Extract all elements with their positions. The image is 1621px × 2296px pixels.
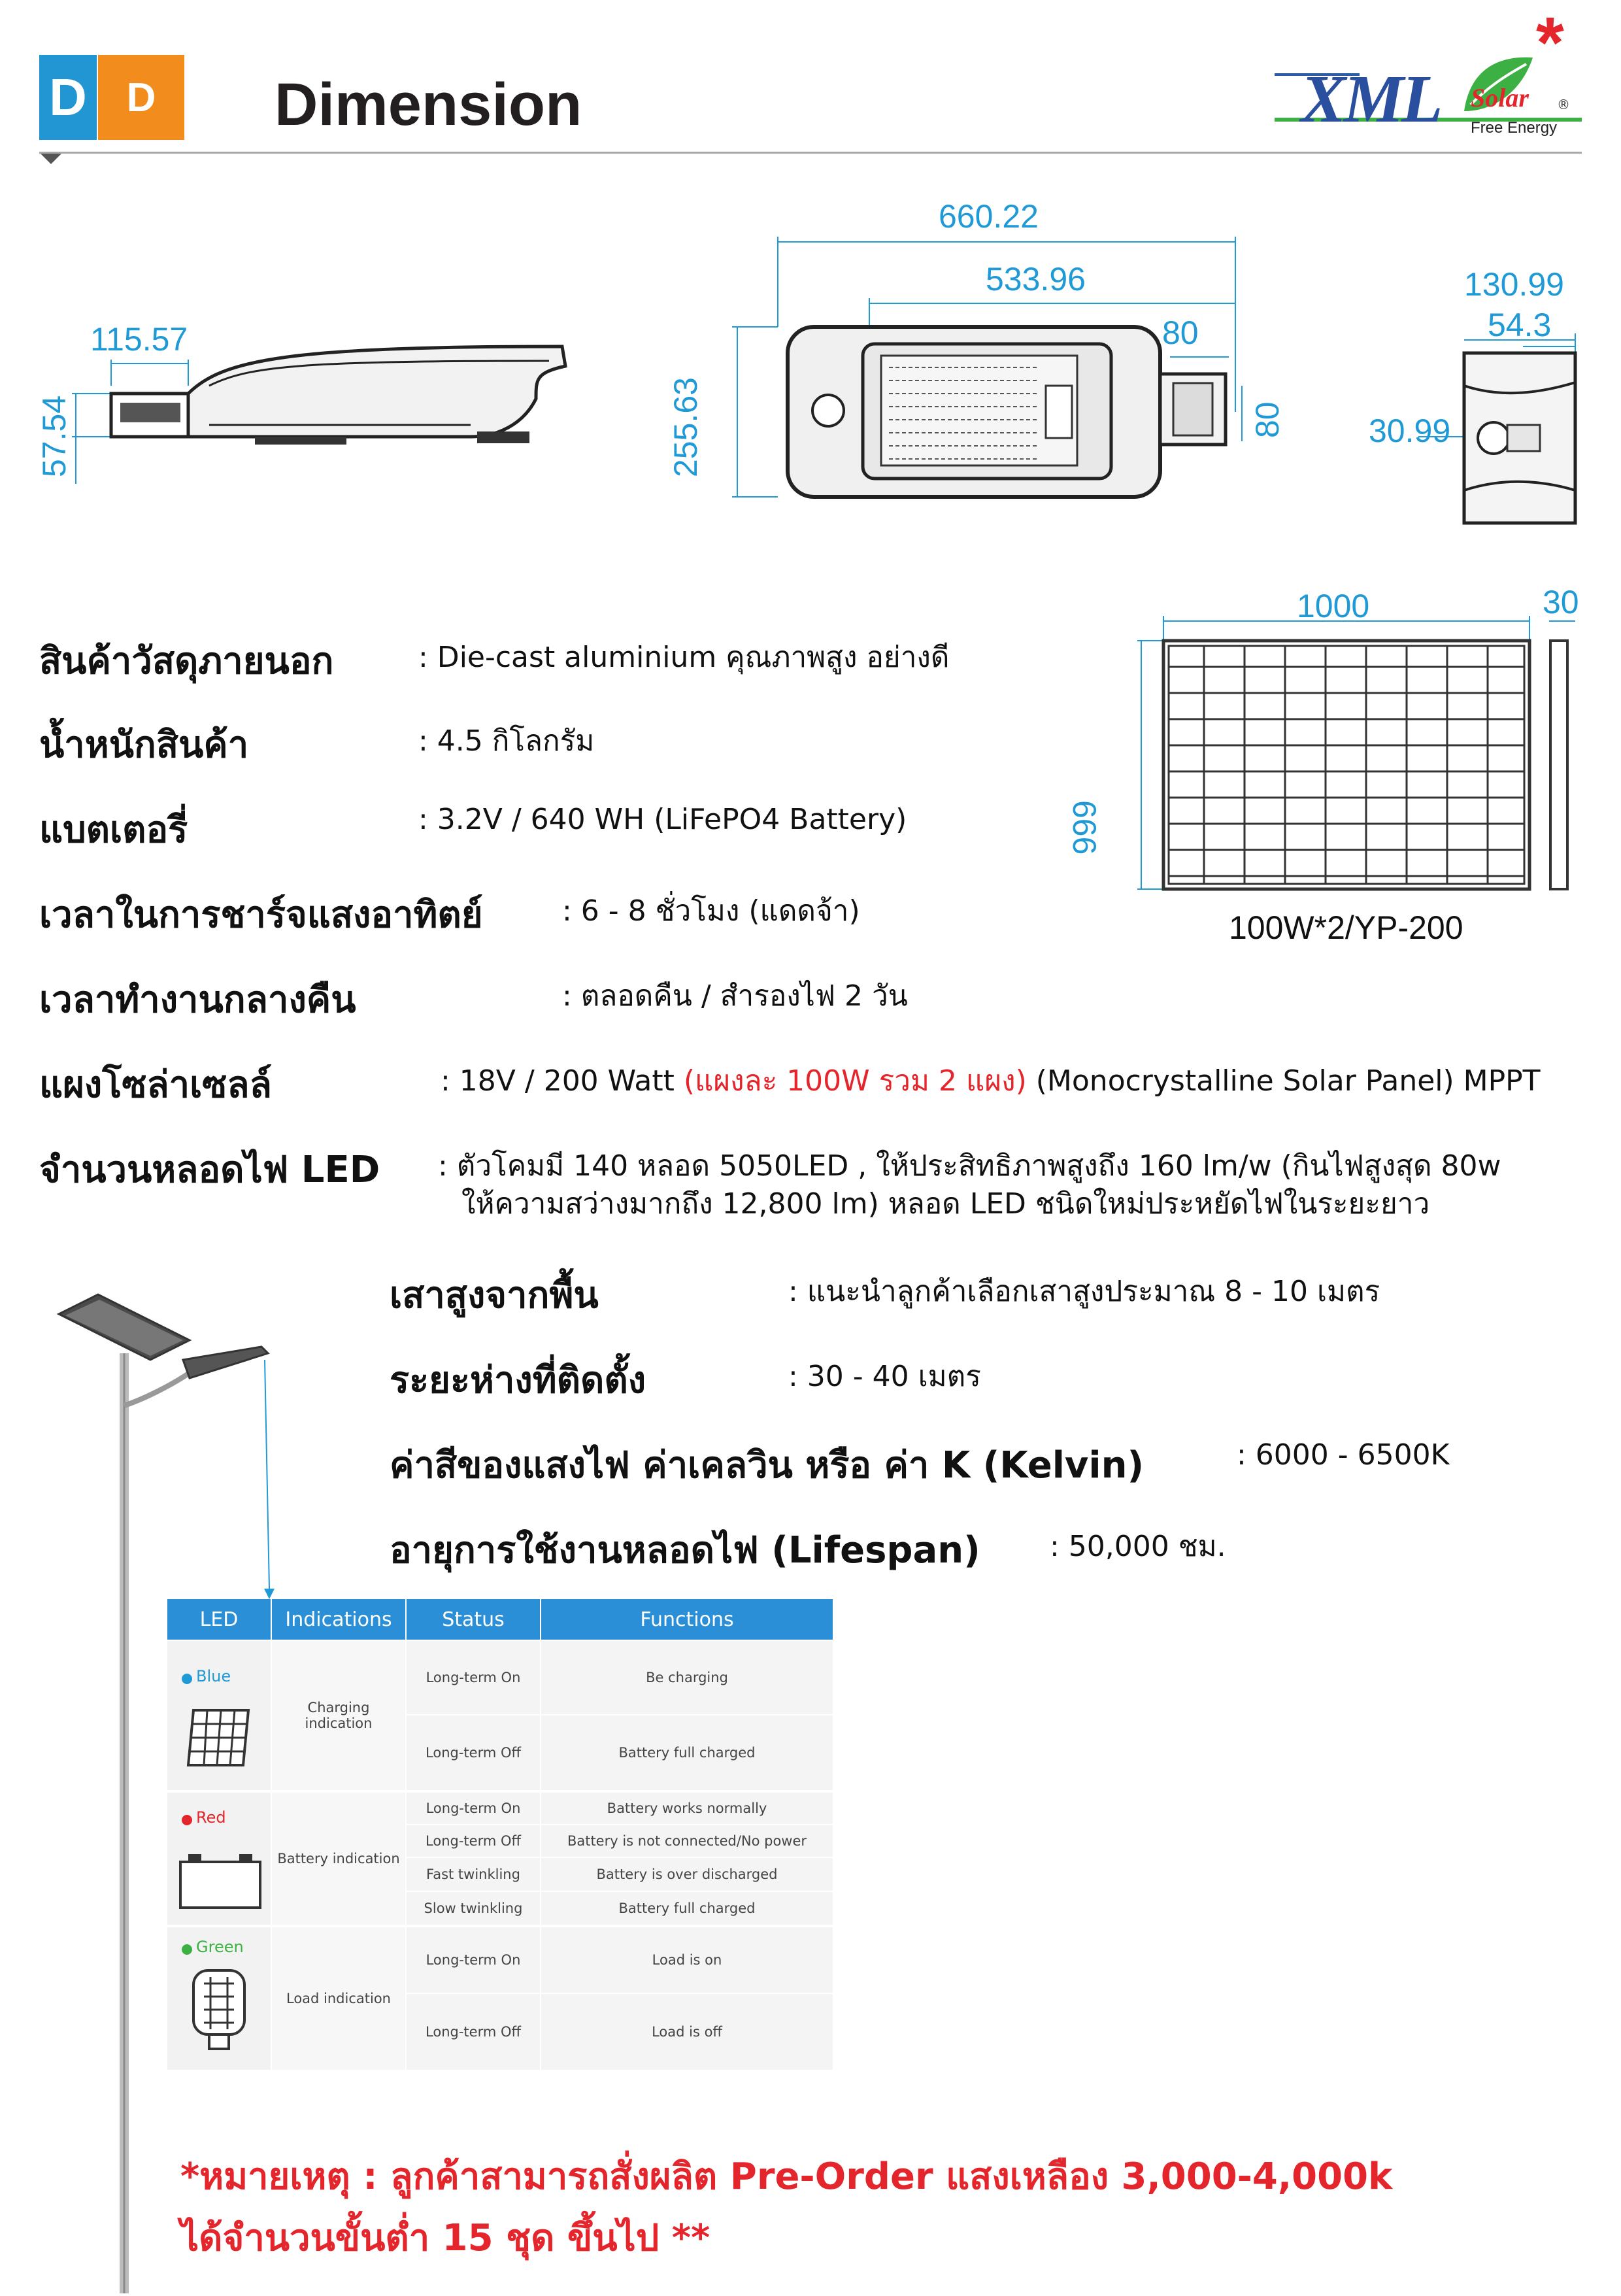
header-divider <box>39 152 1582 154</box>
led-color-label: Red <box>196 1808 226 1827</box>
spec-value-part: : 18V / 200 Watt <box>441 1064 684 1098</box>
status-cell: Fast twinkling <box>407 1858 540 1891</box>
dd-badge-left: D <box>39 55 97 140</box>
spec-value: : แนะนำลูกค้าเลือกเสาสูงประมาณ 8 - 10 เมตร <box>788 1275 1380 1308</box>
top-body-label: 533.96 <box>986 261 1086 297</box>
divider-triangle-icon <box>41 154 61 164</box>
logo-tagline: Free Energy <box>1471 119 1558 137</box>
function-cell: Load is on <box>541 1927 833 1993</box>
led-color-label: Blue <box>196 1667 231 1685</box>
spec-label: เวลาทำงานกลางคืน <box>39 979 356 1021</box>
side-height-label: 57.54 <box>36 395 73 477</box>
solar-panel-icon <box>184 1706 252 1769</box>
table-header-status: Status <box>407 1599 540 1640</box>
spec-value: : 6000 - 6500K <box>1237 1438 1450 1472</box>
led-indicator-table <box>167 1599 833 2070</box>
top-total-label: 660.22 <box>939 198 1039 235</box>
lamp-icon <box>190 1968 248 2059</box>
status-cell: Long-term Off <box>407 1715 540 1790</box>
logo-registered: ® <box>1557 97 1570 112</box>
led-cell-green <box>167 1927 271 2070</box>
panel-height-label: 666 <box>1066 800 1103 855</box>
table-header-indications: Indications <box>272 1599 405 1640</box>
spec-value-highlight: (แผงละ 100W รวม 2 แผง) <box>683 1064 1027 1098</box>
dd-badge-right: D <box>98 55 184 140</box>
spec-value <box>441 1058 1541 1104</box>
spec-label: สินค้าวัสดุภายนอก <box>39 640 334 683</box>
function-cell: Battery is over discharged <box>541 1858 833 1891</box>
status-cell: Long-term Off <box>407 1825 540 1857</box>
spec-label: ระยะห่างที่ติดตั้ง <box>390 1359 646 1402</box>
function-cell: Battery full charged <box>541 1715 833 1790</box>
preorder-note-line1: *หมายเหตุ : ลูกค้าสามารถสั่งผลิต Pre-Order แสงเหลือง 3,000-4,000k <box>180 2155 1393 2198</box>
spec-value: : ตัวโคมมี 140 หลอด 5050LED , ให้ประสิทธิภาพสูงถึง 160 lm/w (กินไฟสูงสุด 80w <box>438 1149 1501 1183</box>
function-cell: Be charging <box>541 1641 833 1714</box>
spec-value-part: (Monocrystalline Solar Panel) MPPT <box>1026 1064 1541 1098</box>
led-dot <box>182 1815 192 1825</box>
top-arm-length-label: 80 <box>1162 314 1199 351</box>
table-header-led: LED <box>167 1599 271 1640</box>
spec-value: : 4.5 กิโลกรัม <box>418 724 595 758</box>
spec-value: : 50,000 ชม. <box>1050 1530 1226 1563</box>
brand-logo <box>1275 3 1588 144</box>
end-mid-label: 30.99 <box>1369 413 1451 449</box>
spec-value: : ตลอดคืน / สำรองไฟ 2 วัน <box>562 979 908 1013</box>
spec-label: อายุการใช้งานหลอดไฟ (Lifespan) <box>390 1529 980 1572</box>
led-dot <box>182 1944 192 1955</box>
spec-label: แบตเตอรี่ <box>39 809 188 851</box>
function-cell: Battery full charged <box>541 1892 833 1925</box>
spec-label: น้ำหนักสินค้า <box>39 724 249 766</box>
top-view-drawing <box>667 196 1286 510</box>
spec-label: แผงโซล่าเซลล์ <box>39 1064 272 1106</box>
spec-label: เวลาในการชาร์จแสงอาทิตย์ <box>39 894 483 936</box>
end-view-drawing <box>1353 262 1601 536</box>
top-arm-height-label: 80 <box>1249 401 1286 438</box>
solar-panel-drawing <box>1066 575 1595 968</box>
indication-cell: Charging indication <box>272 1641 405 1790</box>
led-dot <box>182 1674 192 1684</box>
status-cell: Long-term Off <box>407 1994 540 2070</box>
function-cell: Load is off <box>541 1994 833 2070</box>
function-cell: Battery is not connected/No power <box>541 1825 833 1857</box>
spec-value: : Die-cast aluminium คุณภาพสูง อย่างดี <box>418 641 950 674</box>
battery-icon <box>178 1851 263 1910</box>
spec-label: ค่าสีของแสงไฟ ค่าเคลวิน หรือ ค่า K (Kelvin) <box>390 1444 1145 1487</box>
preorder-note-line2: ได้จำนวนขั้นต่ำ 15 ชุด ขึ้นไป ** <box>180 2217 710 2259</box>
logo-script: Solar <box>1471 83 1529 112</box>
spec-value: : 3.2V / 640 WH (LiFePO4 Battery) <box>418 803 907 836</box>
status-cell: Slow twinkling <box>407 1892 540 1925</box>
table-header-functions: Functions <box>541 1599 833 1640</box>
side-length-label: 115.57 <box>90 321 188 358</box>
panel-width-label: 1000 <box>1297 588 1370 624</box>
led-color-label: Green <box>196 1938 244 1956</box>
spec-value-line2: ให้ความสว่างมากถึง 12,800 lm) หลอด LED ชนิดใหม่ประหยัดไฟในระยะยาว <box>461 1187 1430 1221</box>
panel-thickness-label: 30 <box>1543 584 1579 620</box>
spec-label: เสาสูงจากพื้น <box>390 1274 599 1317</box>
spec-value: : 30 - 40 เมตร <box>788 1360 981 1393</box>
indication-cell: Load indication <box>272 1927 405 2070</box>
status-cell: Long-term On <box>407 1927 540 1993</box>
spec-value: : 6 - 8 ชั่วโมง (แดดจ้า) <box>562 894 860 928</box>
indication-cell: Battery indication <box>272 1793 405 1925</box>
page-title: Dimension <box>275 71 582 138</box>
status-cell: Long-term On <box>407 1641 540 1714</box>
logo-wordmark: XML <box>1301 61 1441 137</box>
logo-asterisk-icon: * <box>1536 3 1564 83</box>
side-view-drawing <box>36 320 588 497</box>
led-cell-blue <box>167 1641 271 1790</box>
spec-label: จำนวนหลอดไฟ LED <box>39 1149 380 1191</box>
status-cell: Long-term On <box>407 1793 540 1824</box>
panel-model-label: 100W*2/YP-200 <box>1229 909 1463 946</box>
led-cell-red <box>167 1793 271 1925</box>
top-width-label: 255.63 <box>667 377 704 477</box>
end-top-label: 54.3 <box>1488 307 1552 343</box>
function-cell: Battery works normally <box>541 1793 833 1824</box>
end-total-label: 130.99 <box>1464 266 1564 303</box>
